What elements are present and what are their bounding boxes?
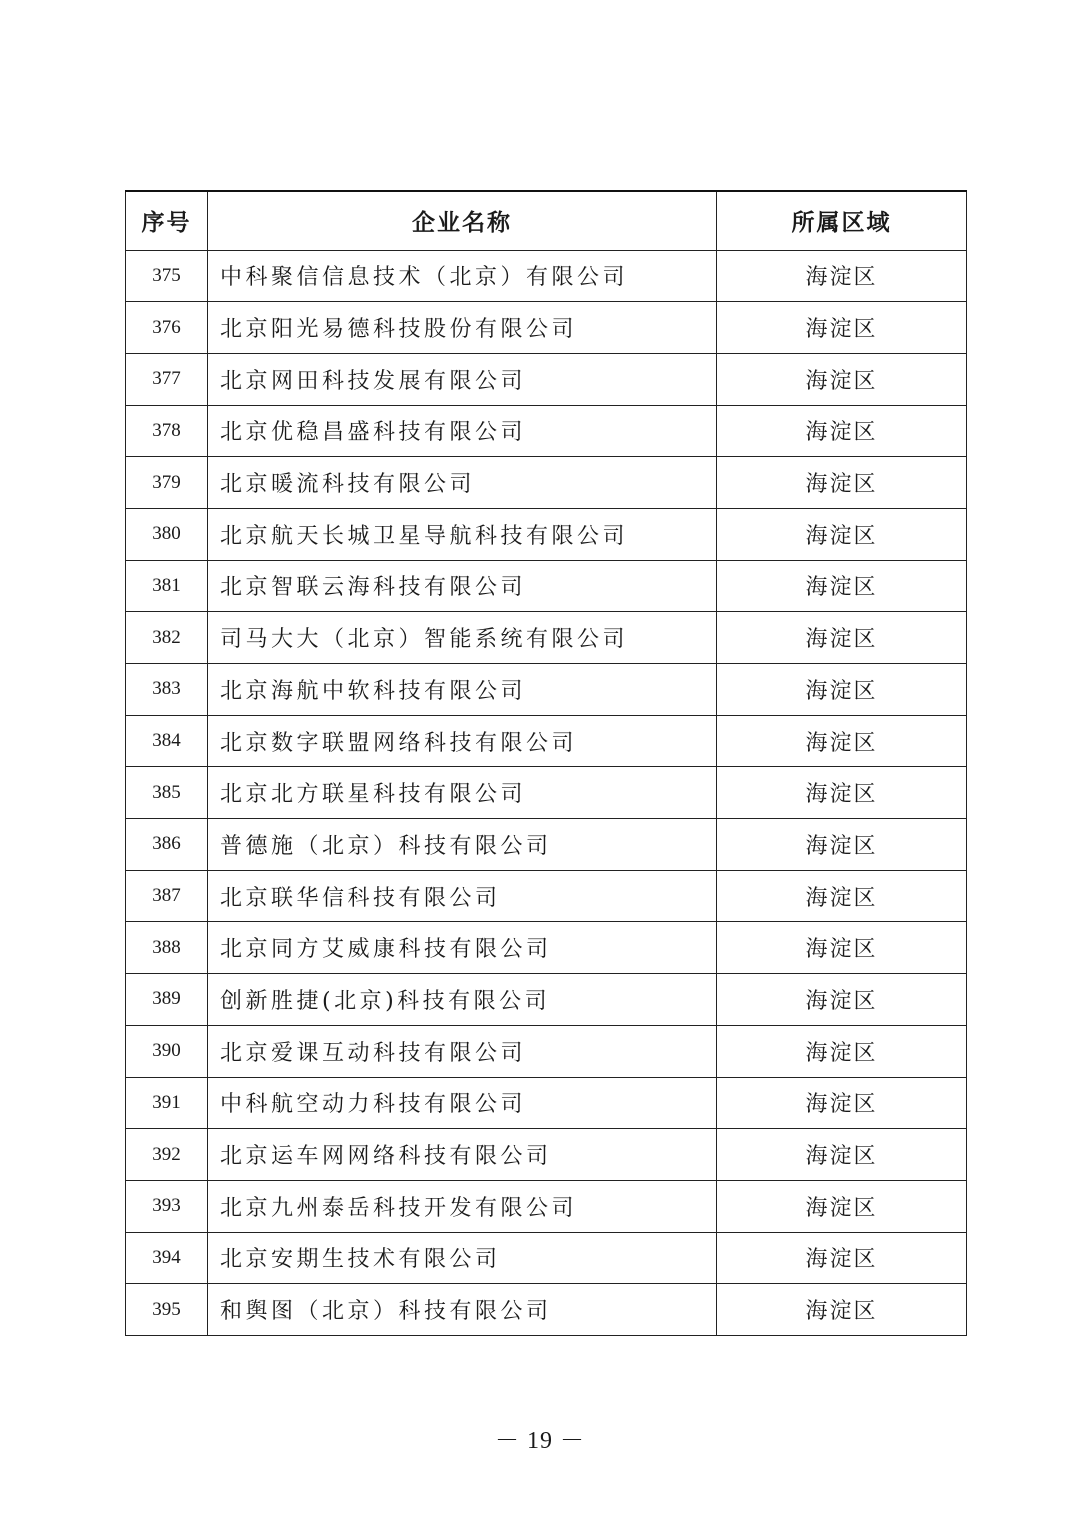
area-cell: 海淀区 <box>717 1284 967 1336</box>
area-cell: 海淀区 <box>717 922 967 974</box>
company-name-cell: 司马大大（北京）智能系统有限公司 <box>208 612 717 664</box>
table-row <box>126 715 967 767</box>
area-cell: 海淀区 <box>717 250 967 302</box>
table-row <box>126 974 967 1026</box>
area-cell: 海淀区 <box>717 1180 967 1232</box>
row-number-cell: 394 <box>126 1232 208 1284</box>
company-name-cell: 北京爱课互动科技有限公司 <box>208 1025 717 1077</box>
company-name-cell: 北京数字联盟网络科技有限公司 <box>208 715 717 767</box>
area-cell: 海淀区 <box>717 819 967 871</box>
row-number-cell: 387 <box>126 870 208 922</box>
area-cell: 海淀区 <box>717 974 967 1026</box>
area-cell: 海淀区 <box>717 302 967 354</box>
area-cell: 海淀区 <box>717 353 967 405</box>
table-row <box>126 457 967 509</box>
company-table-container <box>125 190 966 1336</box>
row-number-cell: 395 <box>126 1284 208 1336</box>
table-row <box>126 1025 967 1077</box>
row-number-cell: 383 <box>126 664 208 716</box>
company-name-cell: 北京海航中软科技有限公司 <box>208 664 717 716</box>
company-name-cell: 北京同方艾威康科技有限公司 <box>208 922 717 974</box>
row-number-cell: 390 <box>126 1025 208 1077</box>
area-cell: 海淀区 <box>717 715 967 767</box>
area-cell: 海淀区 <box>717 1232 967 1284</box>
company-name-cell: 和舆图（北京）科技有限公司 <box>208 1284 717 1336</box>
company-name-cell: 创新胜捷(北京)科技有限公司 <box>208 974 717 1026</box>
table-row <box>126 767 967 819</box>
area-cell: 海淀区 <box>717 508 967 560</box>
row-number-cell: 378 <box>126 405 208 457</box>
table-row <box>126 1077 967 1129</box>
area-cell: 海淀区 <box>717 664 967 716</box>
table-row <box>126 612 967 664</box>
header-row <box>126 191 967 250</box>
company-name-cell: 北京航天长城卫星导航科技有限公司 <box>208 508 717 560</box>
row-number-cell: 380 <box>126 508 208 560</box>
row-number-cell: 379 <box>126 457 208 509</box>
area-cell: 海淀区 <box>717 560 967 612</box>
table-row <box>126 250 967 302</box>
table-row <box>126 1180 967 1232</box>
row-number-cell: 382 <box>126 612 208 664</box>
company-name-cell: 北京安期生技术有限公司 <box>208 1232 717 1284</box>
table-header <box>126 191 967 250</box>
page-number: － 19 － <box>495 1428 585 1454</box>
area-cell: 海淀区 <box>717 405 967 457</box>
row-number-cell: 375 <box>126 250 208 302</box>
company-name-cell: 北京九州泰岳科技开发有限公司 <box>208 1180 717 1232</box>
row-number-cell: 391 <box>126 1077 208 1129</box>
area-cell: 海淀区 <box>717 1077 967 1129</box>
row-number-cell: 389 <box>126 974 208 1026</box>
row-number-cell: 377 <box>126 353 208 405</box>
table-row <box>126 1232 967 1284</box>
area-cell: 海淀区 <box>717 612 967 664</box>
area-cell: 海淀区 <box>717 870 967 922</box>
table-row <box>126 1129 967 1181</box>
table-row <box>126 819 967 871</box>
company-name-cell: 北京联华信科技有限公司 <box>208 870 717 922</box>
table-row <box>126 922 967 974</box>
row-number-cell: 385 <box>126 767 208 819</box>
table-row <box>126 508 967 560</box>
table-row <box>126 1284 967 1336</box>
row-number-cell: 384 <box>126 715 208 767</box>
table-row <box>126 353 967 405</box>
row-number-cell: 388 <box>126 922 208 974</box>
company-name-cell: 北京网田科技发展有限公司 <box>208 353 717 405</box>
company-name-cell: 普德施（北京）科技有限公司 <box>208 819 717 871</box>
table-row <box>126 302 967 354</box>
table-row <box>126 405 967 457</box>
header-company-name: 企业名称 <box>208 191 717 250</box>
table-row <box>126 870 967 922</box>
company-name-cell: 中科聚信信息技术（北京）有限公司 <box>208 250 717 302</box>
table-row <box>126 560 967 612</box>
company-name-cell: 中科航空动力科技有限公司 <box>208 1077 717 1129</box>
company-name-cell: 北京北方联星科技有限公司 <box>208 767 717 819</box>
row-number-cell: 381 <box>126 560 208 612</box>
company-name-cell: 北京运车网网络科技有限公司 <box>208 1129 717 1181</box>
area-cell: 海淀区 <box>717 1025 967 1077</box>
row-number-cell: 386 <box>126 819 208 871</box>
area-cell: 海淀区 <box>717 767 967 819</box>
area-cell: 海淀区 <box>717 457 967 509</box>
table-body <box>126 250 967 1335</box>
row-number-cell: 376 <box>126 302 208 354</box>
company-name-cell: 北京暖流科技有限公司 <box>208 457 717 509</box>
row-number-cell: 392 <box>126 1129 208 1181</box>
company-name-cell: 北京优稳昌盛科技有限公司 <box>208 405 717 457</box>
area-cell: 海淀区 <box>717 1129 967 1181</box>
header-number: 序号 <box>126 191 208 250</box>
company-name-cell: 北京阳光易德科技股份有限公司 <box>208 302 717 354</box>
row-number-cell: 393 <box>126 1180 208 1232</box>
header-area: 所属区域 <box>717 191 967 250</box>
table-row <box>126 664 967 716</box>
company-name-cell: 北京智联云海科技有限公司 <box>208 560 717 612</box>
company-table <box>125 190 967 1336</box>
